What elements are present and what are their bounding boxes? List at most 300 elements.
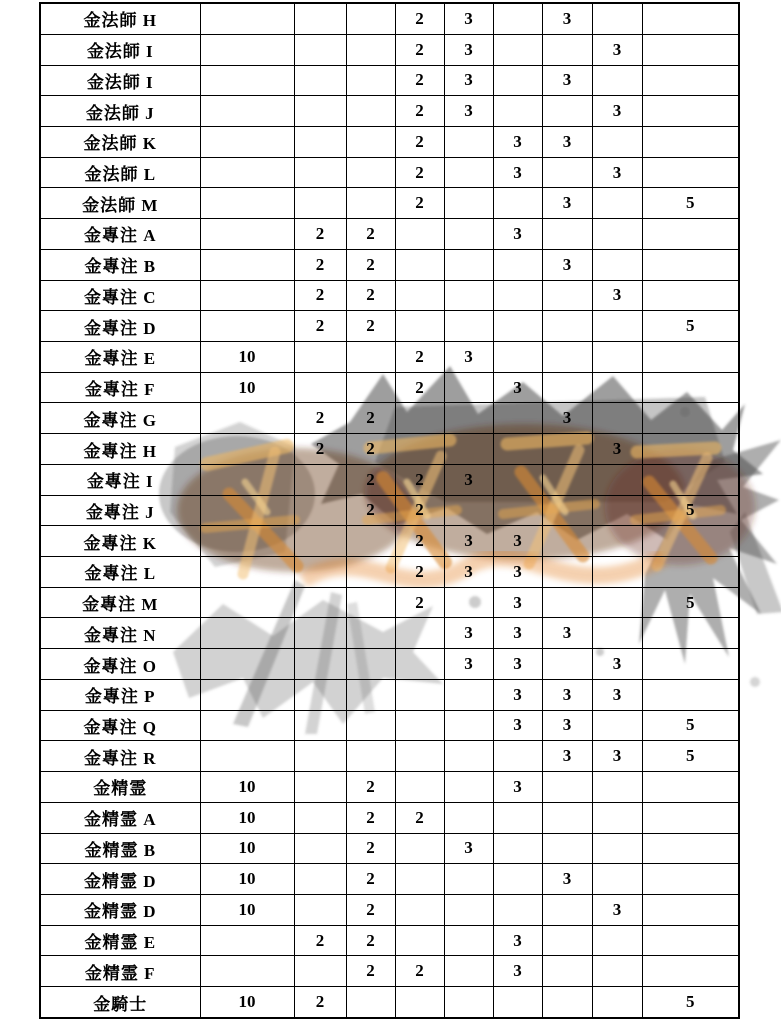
- value-cell: 3: [444, 3, 493, 34]
- value-cell: [642, 464, 739, 495]
- row-label: 金法師 I: [40, 34, 200, 65]
- table-row: [40, 987, 739, 1018]
- value-cell: [444, 434, 493, 465]
- value-cell: 3: [493, 649, 542, 680]
- value-cell: [444, 802, 493, 833]
- value-cell: [395, 772, 444, 803]
- value-cell: [542, 649, 592, 680]
- row-label: 金精霊 F: [40, 956, 200, 987]
- value-cell: [542, 495, 592, 526]
- value-cell: [542, 925, 592, 956]
- value-cell: [346, 342, 395, 373]
- value-cell: [542, 311, 592, 342]
- value-cell: [346, 710, 395, 741]
- value-cell: [444, 188, 493, 219]
- table-row: [40, 649, 739, 680]
- value-cell: [592, 403, 642, 434]
- value-cell: [294, 372, 346, 403]
- value-cell: [493, 495, 542, 526]
- value-cell: 3: [493, 126, 542, 157]
- value-cell: 2: [294, 311, 346, 342]
- row-label: 金專注 J: [40, 495, 200, 526]
- table-body: [40, 3, 739, 1018]
- value-cell: [346, 679, 395, 710]
- value-cell: [592, 3, 642, 34]
- value-cell: 10: [200, 772, 294, 803]
- value-cell: 3: [592, 96, 642, 127]
- value-cell: 3: [542, 710, 592, 741]
- value-cell: [542, 96, 592, 127]
- table-row: [40, 464, 739, 495]
- table-row: [40, 557, 739, 588]
- value-cell: [294, 557, 346, 588]
- value-cell: [200, 3, 294, 34]
- value-cell: 2: [395, 65, 444, 96]
- value-cell: [592, 311, 642, 342]
- row-label: 金專注 Q: [40, 710, 200, 741]
- value-cell: [493, 188, 542, 219]
- value-cell: [395, 710, 444, 741]
- value-cell: [444, 126, 493, 157]
- table-row: [40, 219, 739, 250]
- value-cell: [346, 649, 395, 680]
- table-row: [40, 956, 739, 987]
- value-cell: 2: [346, 495, 395, 526]
- table-row: [40, 3, 739, 34]
- value-cell: 3: [444, 557, 493, 588]
- value-cell: [642, 219, 739, 250]
- value-cell: [200, 65, 294, 96]
- value-cell: 2: [395, 188, 444, 219]
- table-row: [40, 587, 739, 618]
- value-cell: [592, 864, 642, 895]
- row-label: 金法師 J: [40, 96, 200, 127]
- value-cell: [200, 587, 294, 618]
- value-cell: [642, 3, 739, 34]
- table-row: [40, 802, 739, 833]
- value-cell: 2: [346, 772, 395, 803]
- value-cell: [346, 372, 395, 403]
- row-label: 金專注 P: [40, 679, 200, 710]
- value-cell: [592, 526, 642, 557]
- value-cell: [592, 925, 642, 956]
- value-cell: 3: [592, 741, 642, 772]
- value-cell: [294, 3, 346, 34]
- table-row: [40, 96, 739, 127]
- value-cell: [542, 219, 592, 250]
- value-cell: [642, 280, 739, 311]
- value-cell: [642, 618, 739, 649]
- value-cell: [294, 157, 346, 188]
- value-cell: 2: [346, 802, 395, 833]
- value-cell: [493, 3, 542, 34]
- value-cell: [542, 802, 592, 833]
- value-cell: [294, 526, 346, 557]
- value-cell: [395, 649, 444, 680]
- value-cell: [642, 372, 739, 403]
- value-cell: [444, 956, 493, 987]
- value-cell: [346, 526, 395, 557]
- value-cell: [592, 372, 642, 403]
- value-cell: [592, 495, 642, 526]
- value-cell: [493, 65, 542, 96]
- value-cell: [200, 280, 294, 311]
- value-cell: 2: [294, 219, 346, 250]
- row-label: 金專注 K: [40, 526, 200, 557]
- value-cell: [395, 925, 444, 956]
- value-cell: [592, 249, 642, 280]
- value-cell: [346, 126, 395, 157]
- value-cell: [542, 833, 592, 864]
- table-row: [40, 126, 739, 157]
- value-cell: [592, 219, 642, 250]
- value-cell: 2: [346, 311, 395, 342]
- value-cell: [294, 65, 346, 96]
- value-cell: 2: [346, 925, 395, 956]
- value-cell: [346, 557, 395, 588]
- value-cell: 2: [294, 434, 346, 465]
- value-cell: 2: [395, 96, 444, 127]
- value-cell: [444, 372, 493, 403]
- value-cell: [542, 280, 592, 311]
- value-cell: 3: [493, 710, 542, 741]
- row-label: 金專注 M: [40, 587, 200, 618]
- value-cell: 10: [200, 372, 294, 403]
- value-cell: 5: [642, 587, 739, 618]
- row-label: 金專注 B: [40, 249, 200, 280]
- value-cell: [542, 526, 592, 557]
- value-cell: [542, 464, 592, 495]
- value-cell: [200, 249, 294, 280]
- value-cell: 3: [493, 557, 542, 588]
- value-cell: 10: [200, 864, 294, 895]
- value-cell: 10: [200, 987, 294, 1018]
- value-cell: 2: [395, 126, 444, 157]
- value-cell: 3: [542, 741, 592, 772]
- value-cell: [542, 587, 592, 618]
- value-cell: 2: [346, 864, 395, 895]
- row-label: 金專注 C: [40, 280, 200, 311]
- value-cell: [592, 987, 642, 1018]
- value-cell: [642, 126, 739, 157]
- value-cell: 3: [444, 526, 493, 557]
- value-cell: [444, 925, 493, 956]
- value-cell: 3: [493, 679, 542, 710]
- value-cell: 3: [444, 833, 493, 864]
- row-label: 金法師 I: [40, 65, 200, 96]
- value-cell: [592, 126, 642, 157]
- row-label: 金專注 N: [40, 618, 200, 649]
- value-cell: 5: [642, 495, 739, 526]
- value-cell: [444, 157, 493, 188]
- value-cell: [395, 280, 444, 311]
- value-cell: [200, 219, 294, 250]
- value-cell: [592, 710, 642, 741]
- value-cell: [642, 34, 739, 65]
- value-cell: [642, 403, 739, 434]
- value-cell: 2: [346, 249, 395, 280]
- table-row: [40, 618, 739, 649]
- value-cell: [592, 464, 642, 495]
- value-cell: [395, 311, 444, 342]
- value-cell: 5: [642, 311, 739, 342]
- row-label: 金專注 I: [40, 464, 200, 495]
- value-cell: [444, 495, 493, 526]
- value-cell: [294, 956, 346, 987]
- value-cell: [294, 772, 346, 803]
- value-cell: [294, 464, 346, 495]
- value-cell: [493, 96, 542, 127]
- row-label: 金精霊 D: [40, 894, 200, 925]
- value-cell: [642, 342, 739, 373]
- value-cell: [395, 987, 444, 1018]
- row-label: 金法師 L: [40, 157, 200, 188]
- value-cell: 2: [395, 464, 444, 495]
- value-cell: [444, 987, 493, 1018]
- value-cell: 2: [395, 557, 444, 588]
- value-cell: 2: [294, 987, 346, 1018]
- value-cell: [592, 587, 642, 618]
- value-cell: 3: [542, 864, 592, 895]
- row-label: 金專注 O: [40, 649, 200, 680]
- value-cell: [493, 464, 542, 495]
- value-cell: [642, 96, 739, 127]
- row-label: 金專注 R: [40, 741, 200, 772]
- value-cell: [444, 403, 493, 434]
- value-cell: [493, 342, 542, 373]
- table-row: [40, 342, 739, 373]
- value-cell: [346, 987, 395, 1018]
- value-cell: [542, 987, 592, 1018]
- value-cell: 2: [346, 464, 395, 495]
- value-cell: [642, 649, 739, 680]
- value-cell: 2: [395, 587, 444, 618]
- value-cell: [542, 772, 592, 803]
- value-cell: [294, 833, 346, 864]
- value-cell: [346, 618, 395, 649]
- value-cell: [493, 802, 542, 833]
- value-cell: [395, 833, 444, 864]
- value-cell: [294, 495, 346, 526]
- value-cell: 3: [542, 679, 592, 710]
- value-cell: 2: [346, 403, 395, 434]
- value-cell: [642, 434, 739, 465]
- row-label: 金法師 M: [40, 188, 200, 219]
- table-row: [40, 188, 739, 219]
- value-cell: 5: [642, 741, 739, 772]
- value-cell: [346, 188, 395, 219]
- value-cell: [444, 679, 493, 710]
- value-cell: [395, 249, 444, 280]
- value-cell: [294, 864, 346, 895]
- value-cell: [542, 34, 592, 65]
- value-cell: [642, 956, 739, 987]
- value-cell: [493, 434, 542, 465]
- value-cell: [642, 864, 739, 895]
- value-cell: 2: [294, 280, 346, 311]
- value-cell: [200, 526, 294, 557]
- value-cell: 5: [642, 987, 739, 1018]
- row-label: 金騎士: [40, 987, 200, 1018]
- value-cell: [444, 741, 493, 772]
- value-cell: [493, 280, 542, 311]
- value-cell: [346, 96, 395, 127]
- value-cell: 5: [642, 710, 739, 741]
- value-cell: 3: [444, 464, 493, 495]
- table-row: [40, 34, 739, 65]
- value-cell: [542, 342, 592, 373]
- value-cell: [493, 864, 542, 895]
- value-cell: [346, 34, 395, 65]
- value-cell: [200, 710, 294, 741]
- value-cell: [493, 403, 542, 434]
- value-cell: [444, 772, 493, 803]
- value-cell: 3: [542, 188, 592, 219]
- value-cell: 3: [493, 219, 542, 250]
- table-row: [40, 526, 739, 557]
- value-cell: 3: [592, 34, 642, 65]
- value-cell: [592, 772, 642, 803]
- value-cell: 3: [542, 65, 592, 96]
- value-cell: 3: [493, 372, 542, 403]
- value-cell: 3: [493, 925, 542, 956]
- value-cell: [200, 34, 294, 65]
- value-cell: 2: [294, 403, 346, 434]
- value-cell: [642, 679, 739, 710]
- value-cell: [200, 495, 294, 526]
- value-cell: 3: [493, 956, 542, 987]
- value-cell: [346, 587, 395, 618]
- value-cell: 2: [346, 956, 395, 987]
- row-label: 金專注 L: [40, 557, 200, 588]
- value-cell: [444, 249, 493, 280]
- value-cell: [642, 772, 739, 803]
- value-cell: 2: [346, 894, 395, 925]
- value-cell: [542, 557, 592, 588]
- value-cell: [294, 679, 346, 710]
- value-cell: 2: [395, 34, 444, 65]
- value-cell: [642, 157, 739, 188]
- value-cell: [200, 925, 294, 956]
- value-cell: [200, 464, 294, 495]
- value-cell: [592, 618, 642, 649]
- value-cell: 3: [493, 587, 542, 618]
- value-cell: 3: [444, 34, 493, 65]
- value-cell: 3: [493, 157, 542, 188]
- value-cell: [592, 342, 642, 373]
- value-cell: [493, 741, 542, 772]
- value-cell: [200, 618, 294, 649]
- table-row: [40, 434, 739, 465]
- value-cell: [294, 802, 346, 833]
- value-cell: 3: [592, 434, 642, 465]
- value-cell: 2: [294, 925, 346, 956]
- row-label: 金專注 G: [40, 403, 200, 434]
- value-cell: 3: [592, 649, 642, 680]
- value-cell: 10: [200, 833, 294, 864]
- value-cell: [642, 65, 739, 96]
- value-cell: 2: [395, 372, 444, 403]
- value-cell: [346, 3, 395, 34]
- value-cell: [395, 741, 444, 772]
- value-cell: [542, 157, 592, 188]
- value-cell: 2: [395, 157, 444, 188]
- value-cell: [294, 618, 346, 649]
- value-cell: [642, 894, 739, 925]
- value-cell: [444, 311, 493, 342]
- value-cell: [294, 587, 346, 618]
- table-row: [40, 311, 739, 342]
- value-cell: [346, 741, 395, 772]
- value-cell: 3: [444, 618, 493, 649]
- value-cell: [200, 311, 294, 342]
- value-cell: [294, 710, 346, 741]
- value-cell: [592, 65, 642, 96]
- value-cell: 3: [592, 280, 642, 311]
- value-cell: [200, 649, 294, 680]
- value-cell: 2: [346, 833, 395, 864]
- value-cell: [200, 956, 294, 987]
- value-cell: 2: [395, 956, 444, 987]
- row-label: 金專注 D: [40, 311, 200, 342]
- value-cell: [642, 557, 739, 588]
- value-cell: [294, 741, 346, 772]
- value-cell: 3: [542, 3, 592, 34]
- value-cell: 3: [444, 65, 493, 96]
- row-label: 金法師 K: [40, 126, 200, 157]
- value-cell: [200, 126, 294, 157]
- value-cell: 3: [493, 526, 542, 557]
- value-cell: [294, 649, 346, 680]
- table-row: [40, 280, 739, 311]
- value-cell: [444, 710, 493, 741]
- value-cell: [395, 618, 444, 649]
- table-row: [40, 710, 739, 741]
- value-cell: 3: [444, 96, 493, 127]
- row-label: 金精霊 E: [40, 925, 200, 956]
- value-cell: [200, 434, 294, 465]
- table-row: [40, 833, 739, 864]
- value-cell: [294, 34, 346, 65]
- value-cell: [200, 741, 294, 772]
- value-cell: [200, 96, 294, 127]
- value-cell: [200, 679, 294, 710]
- table-row: [40, 403, 739, 434]
- value-cell: 2: [346, 434, 395, 465]
- table-row: [40, 925, 739, 956]
- value-cell: [542, 894, 592, 925]
- value-cell: 2: [346, 280, 395, 311]
- value-cell: 3: [493, 618, 542, 649]
- value-cell: 3: [592, 157, 642, 188]
- value-cell: [294, 188, 346, 219]
- row-label: 金專注 E: [40, 342, 200, 373]
- row-label: 金精霊: [40, 772, 200, 803]
- row-label: 金專注 H: [40, 434, 200, 465]
- row-label: 金精霊 B: [40, 833, 200, 864]
- value-cell: 2: [395, 3, 444, 34]
- value-cell: [395, 894, 444, 925]
- row-label: 金專注 A: [40, 219, 200, 250]
- value-cell: 3: [542, 126, 592, 157]
- row-label: 金專注 F: [40, 372, 200, 403]
- value-cell: 2: [395, 342, 444, 373]
- value-cell: [493, 833, 542, 864]
- value-cell: [200, 188, 294, 219]
- table-row: [40, 249, 739, 280]
- value-cell: [294, 126, 346, 157]
- table-row: [40, 894, 739, 925]
